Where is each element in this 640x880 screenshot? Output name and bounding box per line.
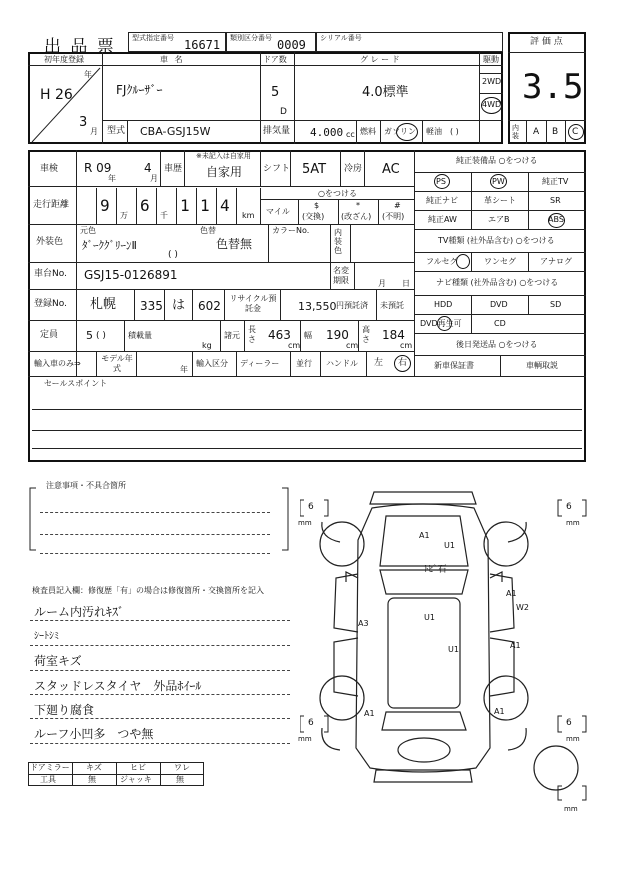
equip-ps: PS xyxy=(436,177,446,186)
shaken-month-unit: 月 xyxy=(150,174,158,183)
registration-label: 登録No. xyxy=(34,299,67,309)
equip-navi: 純正ナビ xyxy=(426,196,458,205)
equip-aw: 純正AW xyxy=(428,215,457,224)
unknown-option: (不明) xyxy=(382,212,405,221)
note-line-4: スタッドレスタイヤ 外品ﾎｲｰﾙ xyxy=(34,679,202,693)
sales-point-label: セールスポイント xyxy=(44,379,108,388)
later-shipment-title: 後日発送品 ○をつける xyxy=(456,340,538,349)
recycle-amount: 13,550 xyxy=(298,300,337,313)
car-name-value: FJｸﾙｰｻﾞｰ xyxy=(116,83,163,97)
tire-rr-value: 6 xyxy=(566,718,572,728)
history-note: ※未記入は自家用 xyxy=(196,152,251,160)
length-unit: cm xyxy=(288,341,301,350)
tire-rl-unit: mm xyxy=(298,735,312,743)
import-parallel: 並行 xyxy=(296,359,312,368)
mileage-digit-2: 6 xyxy=(140,196,150,215)
damage-mark-rear-right-a1: A1 xyxy=(510,641,521,650)
recycle-unpaid: 未預託 xyxy=(380,301,404,310)
nav-sd: SD xyxy=(550,300,562,309)
interior-grade-c: C xyxy=(572,127,579,137)
mileage-digit-5: 4 xyxy=(220,196,230,215)
height-unit: cm xyxy=(400,341,413,350)
tire-rr-unit: mm xyxy=(566,735,580,743)
legend-jack-value: 無 xyxy=(176,775,184,784)
name-change-month: 月 xyxy=(378,279,386,288)
equip-sr: SR xyxy=(550,196,561,205)
original-color-value: ﾀﾞｰｸｸﾞﾘｰﾝⅡ xyxy=(82,239,137,252)
drive-2wd: 2WD xyxy=(482,77,502,86)
model-year-unit: 年 xyxy=(180,365,188,374)
height-value: 184 xyxy=(382,328,405,342)
damage-mark-hood-u1: U1 xyxy=(444,541,455,550)
mileage-circle-note: ○をつける xyxy=(318,189,357,198)
note-line-1: ルーム内汚れｷｽﾞ xyxy=(34,605,125,619)
mileage-man-unit: 万 xyxy=(120,211,128,220)
score-label: 評 価 点 xyxy=(530,37,563,47)
width-label: 幅 xyxy=(304,331,312,340)
tire-fr-unit: mm xyxy=(566,519,580,527)
fuel-gasoline-circle xyxy=(396,123,418,141)
repaint-label: 色替 xyxy=(200,226,216,235)
width-value: 190 xyxy=(326,328,349,342)
damage-mark-roof-u1: U1 xyxy=(424,613,435,622)
legend-tools-value: 無 xyxy=(88,775,96,784)
model-value: CBA-GSJ15W xyxy=(140,125,211,138)
tire-fl-value: 6 xyxy=(308,502,314,512)
nav-dvd: DVD xyxy=(490,300,508,309)
color-number-label: カラーNo. xyxy=(272,226,310,235)
shaken-year: R 09 xyxy=(84,161,112,175)
ac-label: 冷房 xyxy=(344,164,363,174)
drive-4wd-circle xyxy=(481,97,502,114)
drive-4wd: 4WD xyxy=(482,100,502,109)
first-registration-year: H 26 xyxy=(40,87,73,103)
type-number-label: 型式指定番号 xyxy=(132,34,174,42)
capacity-paren: ( ) xyxy=(96,331,106,341)
chassis-label: 車台No. xyxy=(34,269,67,279)
fuel-diesel: 軽油 xyxy=(426,127,442,136)
tv-oneseg: ワンセグ xyxy=(484,257,516,266)
fuel-label: 燃料 xyxy=(360,127,376,136)
reg-year-unit: 年 xyxy=(84,70,92,79)
equip-pw: PW xyxy=(492,177,505,186)
equip-abs: ABS xyxy=(548,215,564,224)
import-class-label: 輸入区分 xyxy=(196,359,228,368)
nav-type-title: ナビ種類 (社外品含む) ○をつける xyxy=(436,278,559,287)
legend-jack: ジャッキ xyxy=(120,775,152,784)
nav-dvd-playable: DVD再生可 xyxy=(420,319,462,328)
unknown-symbol: # xyxy=(394,201,401,210)
exterior-color-label: 外装色 xyxy=(36,237,64,247)
door-count-value: 5 xyxy=(271,85,280,100)
legend-door-mirror: ドアミラー xyxy=(30,763,70,772)
tire-spare-unit: mm xyxy=(564,805,578,813)
import-label: 輸入車のみ⇒ xyxy=(34,359,81,368)
name-change-day: 日 xyxy=(402,279,410,288)
fuel-gasoline: ガソリン xyxy=(384,127,416,136)
notes-title: 注意事項・不具合箇所 xyxy=(46,481,126,490)
legend-tools: 工具 xyxy=(40,775,56,784)
score-value: 3.5 xyxy=(522,67,584,107)
damage-mark-hood-a1: A1 xyxy=(419,531,430,540)
equip-tv: 純正TV xyxy=(542,177,569,186)
mileage-digit-1: 9 xyxy=(100,196,110,215)
tv-type-title: TV種類 (社外品含む) ○をつける xyxy=(438,236,555,245)
interior-grade-c-circle xyxy=(568,124,584,140)
legend-scratch: キズ xyxy=(86,763,102,772)
legend-crack: ヒビ xyxy=(130,763,146,772)
length-label: 長さ xyxy=(248,325,256,344)
first-registration-month: 3 xyxy=(79,115,88,130)
displacement-unit: cc xyxy=(346,130,355,139)
registration-city: 札幌 xyxy=(90,297,117,312)
displacement-value: 4.000 xyxy=(310,126,344,139)
damage-mark-left-a3: A3 xyxy=(358,619,369,628)
serial-number-box xyxy=(316,32,503,52)
recycle-unit: 円預託済 xyxy=(336,301,368,310)
registration-kana: は xyxy=(172,298,186,313)
handle-label: ハンドル xyxy=(326,359,358,368)
mileage-sen-unit: 千 xyxy=(160,211,168,220)
mileage-digit-3: 1 xyxy=(180,196,190,215)
damage-mark-right-a1: A1 xyxy=(506,589,517,598)
swap-option: (交換) xyxy=(302,212,325,221)
interior-grade-a: A xyxy=(533,127,540,137)
capacity-label: 定員 xyxy=(40,330,59,340)
width-unit: cm xyxy=(346,341,359,350)
repaint-value: 色替無 xyxy=(216,237,253,251)
grade-value: 4.0標準 xyxy=(362,85,409,100)
legend-break: ワレ xyxy=(174,763,190,772)
tire-fl-unit: mm xyxy=(298,519,312,527)
class-number-value: 0009 xyxy=(277,38,306,52)
tire-rl-value: 6 xyxy=(308,718,314,728)
interior-grade-b: B xyxy=(552,127,559,137)
original-color-label: 元色 xyxy=(80,226,96,235)
damage-mark-roof-u1b: U1 xyxy=(448,645,459,654)
size-label: 諸元 xyxy=(224,331,240,340)
inspector-note: 検査員記入欄：修復歴「有」の場合は修復箇所・交換箇所を記入 xyxy=(32,586,264,595)
equip-abs-circle xyxy=(548,213,565,228)
equip-airbag: エアB xyxy=(488,215,510,224)
tamper-symbol: * xyxy=(356,201,360,210)
swap-symbol: $ xyxy=(314,201,320,210)
handle-left: 左 xyxy=(374,358,384,368)
model-year-label: モデル年式 xyxy=(101,354,133,373)
equip-ps-circle xyxy=(434,174,450,189)
notes-bracket xyxy=(28,481,290,556)
damage-mark-rear-left-a1: A1 xyxy=(364,709,375,718)
note-line-3: 荷室キズ xyxy=(34,654,82,668)
recycle-label: リサイクル預託金 xyxy=(229,294,277,313)
shift-value: 5AT xyxy=(302,162,327,177)
shaken-month: 4 xyxy=(144,161,152,175)
ac-value: AC xyxy=(382,162,400,177)
mile-option: マイル xyxy=(266,207,290,216)
interior-color-label: 内装色 xyxy=(334,228,342,255)
shaken-year-unit: 年 xyxy=(108,174,116,183)
registration-class: 335 xyxy=(140,299,163,313)
form-title: 出 品 票 xyxy=(44,37,116,57)
first-registration-label: 初年度登録 xyxy=(44,55,84,64)
type-number-box xyxy=(128,32,226,52)
tv-fullseg: フルセグ xyxy=(426,257,458,266)
name-change-label: 名変期限 xyxy=(333,266,349,285)
grade-label: グ レ ー ド xyxy=(360,55,400,64)
equip-pw-circle xyxy=(490,174,507,189)
door-type-value: D xyxy=(280,107,287,117)
mileage-km-unit: km xyxy=(242,211,255,220)
mileage-digit-4: 1 xyxy=(200,196,210,215)
length-value: 463 xyxy=(268,328,291,342)
import-dealer: ディーラー xyxy=(240,359,280,368)
history-value: 自家用 xyxy=(206,165,243,179)
damage-mark-rear-a1: A1 xyxy=(494,707,505,716)
fuel-other: ( ) xyxy=(450,127,459,136)
displacement-label: 排気量 xyxy=(263,126,291,136)
equip-leather: 革シート xyxy=(484,196,516,205)
load-label: 積載量 xyxy=(128,331,152,340)
door-count-label: ドア数 xyxy=(263,55,287,64)
mileage-label: 走行距離 xyxy=(33,200,70,210)
tire-fr-value: 6 xyxy=(566,502,572,512)
car-name-label: 車 名 xyxy=(160,55,185,64)
note-line-6: ルーフ小凹多 つや無 xyxy=(34,727,154,741)
repaint-detail: ( ) xyxy=(168,250,178,260)
model-label: 型式 xyxy=(107,126,126,136)
nav-dvd-playable-circle xyxy=(437,316,452,331)
tamper-option: (改ざん) xyxy=(341,212,372,221)
reg-month-unit: 月 xyxy=(90,127,98,136)
nav-hdd: HDD xyxy=(434,300,453,309)
nav-cd: CD xyxy=(494,319,506,328)
interior-grade-label: 内装 xyxy=(512,124,519,140)
later-warranty: 新車保証書 xyxy=(434,361,474,370)
registration-number: 602 xyxy=(198,299,221,313)
class-number-label: 類別区分番号 xyxy=(230,34,272,42)
drive-label: 駆動 xyxy=(483,55,499,64)
serial-number-label: シリアル番号 xyxy=(320,34,362,42)
later-manual: 車輌取説 xyxy=(526,361,558,370)
tv-analog: アナログ xyxy=(540,257,572,266)
height-label: 高さ xyxy=(362,325,370,344)
history-label: 車歴 xyxy=(164,164,183,174)
car-damage-diagram xyxy=(300,478,590,818)
damage-mark-right-w2: W2 xyxy=(516,603,529,612)
handle-right: 右 xyxy=(398,358,408,368)
shift-label: シフト xyxy=(263,164,291,174)
damage-mark-chip: ﾄﾋﾞ石 xyxy=(424,565,447,575)
type-number-value: 16671 xyxy=(184,38,221,52)
chassis-value: GSJ15-0126891 xyxy=(84,268,178,282)
class-number-box xyxy=(226,32,316,52)
note-line-5: 下廻り腐食 xyxy=(34,703,95,717)
shaken-label: 車検 xyxy=(40,164,59,174)
tv-fullseg-circle xyxy=(456,254,470,269)
equipment-title: 純正装備品 ○をつける xyxy=(456,156,538,165)
load-unit: kg xyxy=(202,341,212,350)
note-line-2: ｼｰﾄｼﾐ xyxy=(34,631,59,642)
handle-right-circle xyxy=(394,355,411,372)
capacity-value: 5 xyxy=(86,329,93,342)
